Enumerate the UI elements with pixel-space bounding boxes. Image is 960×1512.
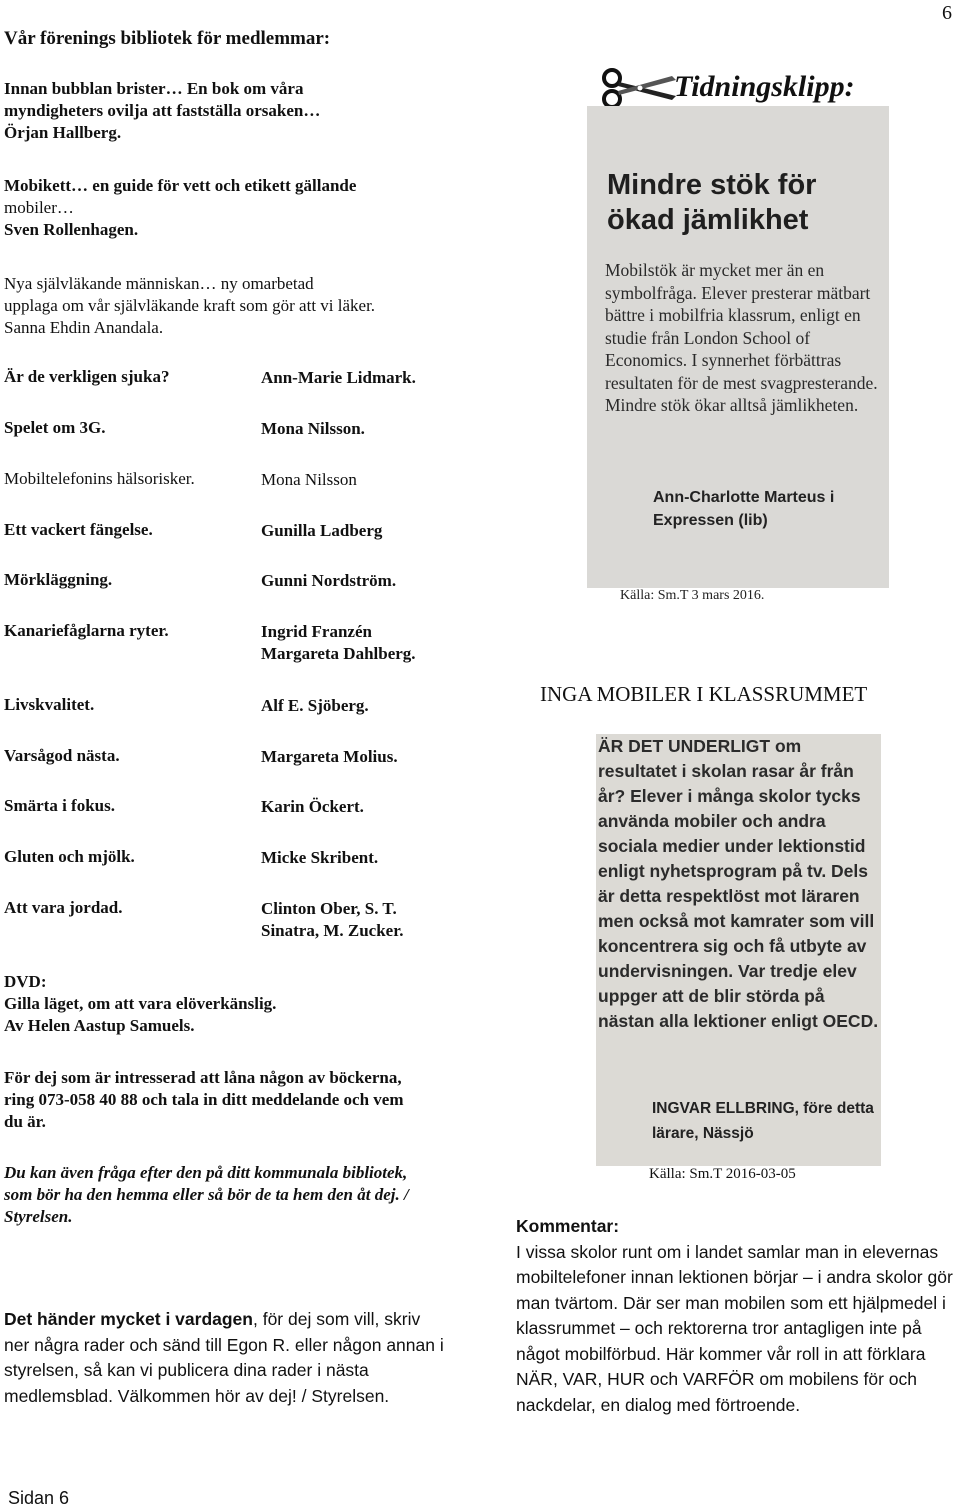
book-title: Smärta i fokus. bbox=[4, 796, 115, 815]
book-author: Micke Skribent. bbox=[261, 848, 379, 867]
book-author: Margareta Molius. bbox=[261, 747, 398, 766]
book-title: Varsågod nästa. bbox=[4, 746, 120, 765]
page-number: 6 bbox=[942, 2, 952, 24]
clipping-headline: Mindre stök för ökad jämlikhet bbox=[607, 169, 817, 236]
clipping-source: Källa: Sm.T 2016-03-05 bbox=[649, 1166, 796, 1182]
book-title: Att vara jordad. bbox=[4, 898, 123, 917]
book-author: Gunni Nordström. bbox=[261, 571, 397, 590]
newspaper-clipping bbox=[596, 734, 881, 1166]
book-entry: Nya självläkande människan… ny omarbetad upplaga om vår självläkande kraft som gör att vi läker. Sanna Ehdin Anandala. bbox=[4, 274, 376, 337]
scissors-icon bbox=[600, 66, 678, 110]
clipping-body: ÄR DET UNDERLIGT om resultatet i skolan rasar år från år? Elever i många skolor tycks använda mobiler och andra sociala medier under lektionstid enligt nyhetsprogram på tv. Dels är detta respektlöst mot läraren men också mot kamrater som vill koncentrera sig och få utbyte av undervisningen. Var tredje elev uppger att de blir störda på nästan alla lektioner enligt OECD. bbox=[598, 736, 879, 1031]
clipping-byline: Ann-Charlotte Marteus i Expressen (lib) bbox=[653, 489, 835, 529]
book-author: Alf E. Sjöberg. bbox=[261, 696, 369, 715]
comment-label: Kommentar: bbox=[516, 1216, 620, 1236]
book-author: Ingrid Franzén Margareta Dahlberg. bbox=[261, 622, 416, 663]
book-author: Mona Nilsson. bbox=[261, 419, 365, 438]
book-author: Clinton Ober, S. T. Sinatra, M. Zucker. bbox=[261, 899, 404, 940]
book-title: Livskvalitet. bbox=[4, 695, 95, 714]
book-author: Gunilla Ladberg bbox=[261, 521, 383, 540]
article-heading: INGA MOBILER I KLASSRUMMET bbox=[540, 682, 868, 706]
book-author: Mona Nilsson bbox=[261, 470, 357, 489]
book-title: Gluten och mjölk. bbox=[4, 847, 135, 866]
clipping-body: Mobilstök är mycket mer än en symbolfråga. Elever presterar mätbart bättre i mobilfria klassrum, enligt en studie från London School of Economics. I synnerhet förbättras resultaten för de mest svagpresterande. Mindre stök ökar alltså jämlikheten. bbox=[605, 260, 878, 415]
book-title: Mobiltelefonins hälsorisker. bbox=[4, 469, 195, 488]
book-title: Ett vackert fängelse. bbox=[4, 520, 153, 539]
newspaper-clipping bbox=[587, 106, 889, 588]
dvd-entry: DVD: Gilla läget, om att vara elöverkänslig. Av Helen Aastup Samuels. bbox=[4, 972, 277, 1035]
book-title: Är de verkligen sjuka? bbox=[4, 367, 170, 386]
book-entry: Mobikett… en guide för vett och etikett gällande mobiler… Sven Rollenhagen. bbox=[4, 176, 357, 239]
book-title: Kanariefåglarna ryter. bbox=[4, 621, 169, 640]
book-entry: Innan bubblan brister… En bok om våra myndigheters ovilja att fastställa orsaken… Örjan Hallberg. bbox=[4, 79, 321, 142]
everyday-note: Det händer mycket i vardagen, för dej som vill, skriv ner några rader och sänd till Egon R. eller någon annan i styrelsen, så kan vi publicera dina rader i nästa medlemsblad. Välkommen hör av dej! / Styrelsen. bbox=[4, 1309, 444, 1406]
book-title: Mörkläggning. bbox=[4, 570, 113, 589]
page-footer: Sidan 6 bbox=[8, 1488, 70, 1508]
comment-block bbox=[516, 1214, 960, 1418]
book-title: Spelet om 3G. bbox=[4, 418, 106, 437]
lend-info: För dej som är intresserad att låna någon av böckerna, ring 073-058 40 88 och tala in ditt meddelande och vem du är. bbox=[4, 1068, 404, 1131]
library-heading: Vår förenings bibliotek för medlemmar: bbox=[4, 28, 331, 49]
clippings-title: Tidningsklipp: bbox=[600, 66, 900, 110]
book-author: Ann-Marie Lidmark. bbox=[261, 368, 416, 387]
comment-text: I vissa skolor runt om i landet samlar man in elevernas mobiltelefoner innan lektionen börjar – i andra skolor gör man tvärtom. Där ser man mobilen som ett hjälpmedel i klassrummet – och rektorerna tror antagligen inte på något mobilförbud. Här kommer vår roll in att förklara NÄR, VAR, HUR och VARFÖR om mobilens för och nackdelar, en dialog med förtroende. bbox=[516, 1241, 953, 1415]
library-note: Du kan även fråga efter den på ditt kommunala bibliotek, som bör ha den hemma eller så bör de ta hem den åt dej. / Styrelsen. bbox=[4, 1163, 409, 1226]
clipping-source: Källa: Sm.T 3 mars 2016. bbox=[620, 588, 765, 603]
book-author: Karin Öckert. bbox=[261, 797, 364, 816]
clipping-byline: INGVAR ELLBRING, före detta lärare, Nässjö bbox=[652, 1100, 874, 1142]
